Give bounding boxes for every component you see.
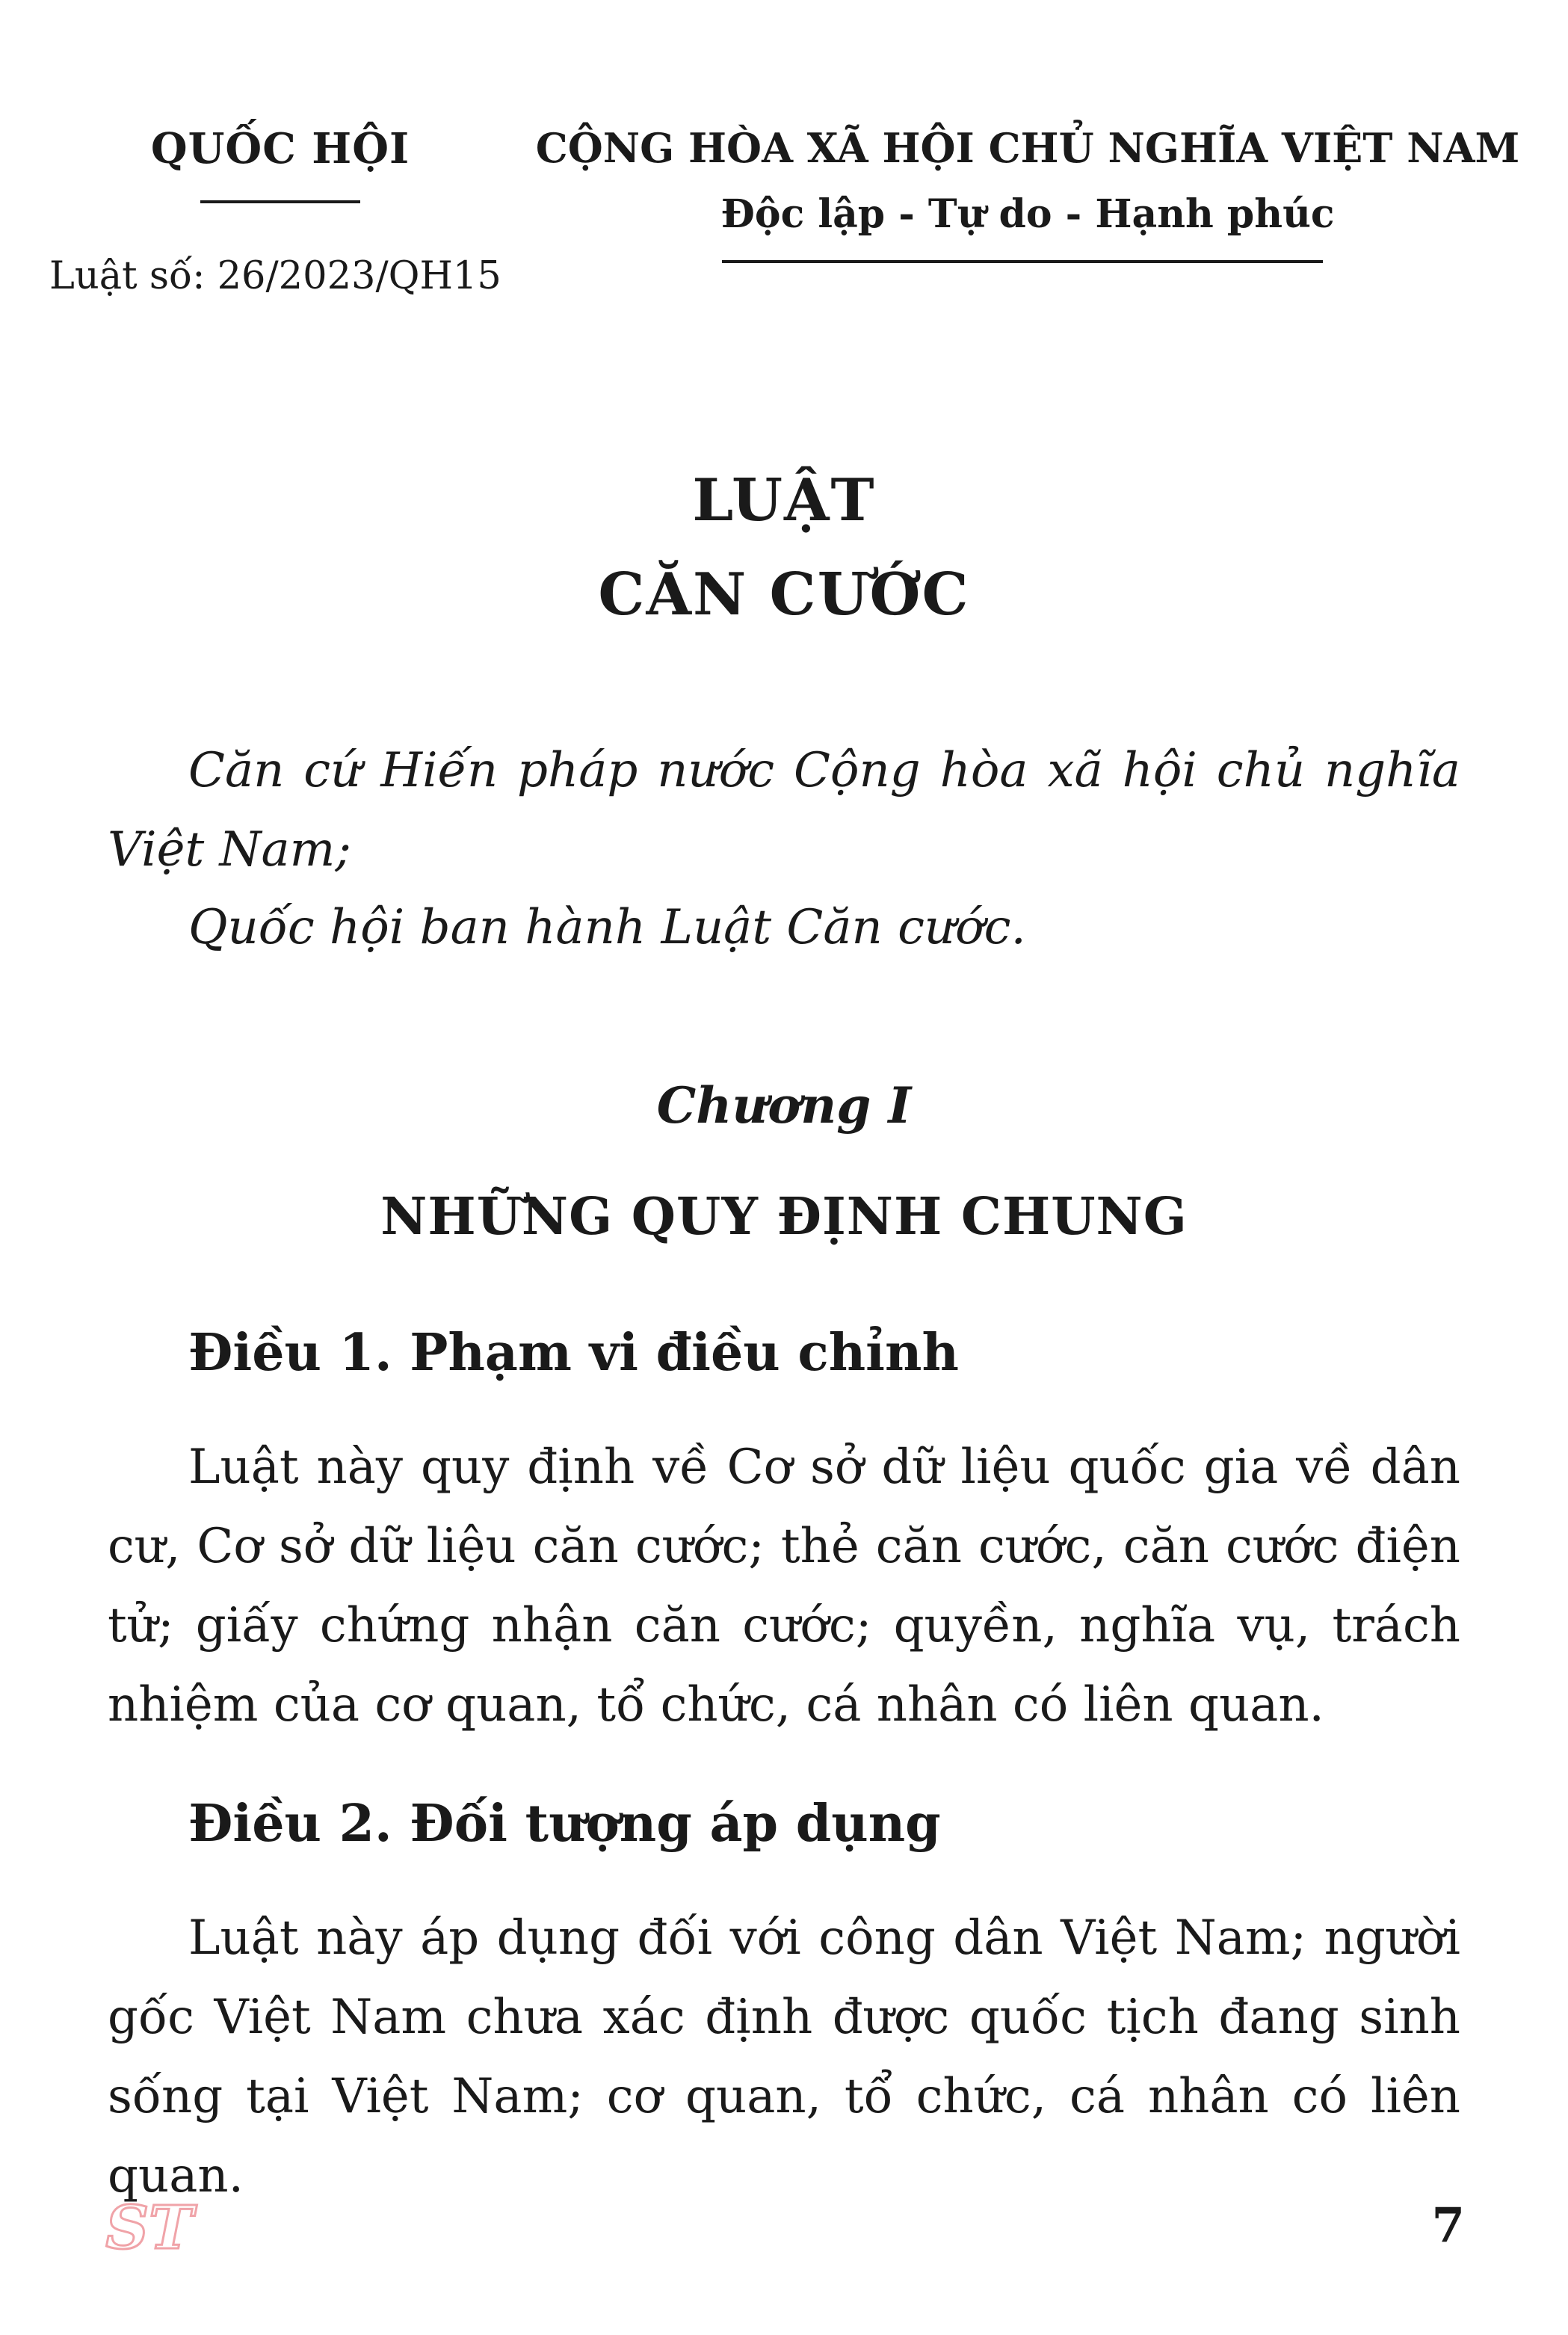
chapter-title: NHỮNG QUY ĐỊNH CHUNG [380,1187,1188,1247]
country-name: CỘNG HÒA XÃ HỘI CHỦ NGHĨA VIỆT NAM [535,124,1520,172]
chapter-label: Chương I [656,1076,912,1135]
publisher-watermark-logo [105,2190,194,2265]
article-2-heading: Điều 2. Đối tượng áp dụng [188,1794,941,1854]
national-motto: Độc lập - Tự do - Hạnh phúc [720,191,1335,237]
organization-underline [200,200,360,203]
law-title: CĂN CƯỚC [598,561,970,629]
article-1-heading: Điều 1. Phạm vi điều chỉnh [188,1323,959,1383]
article-1-body: Luật này quy định về Cơ sở dữ liệu quốc gia về dân cư, Cơ sở dữ liệu căn cước; thẻ căn cước, căn cước điện tử; giấy chứng nhận căn cước; quyền, nghĩa vụ, trách nhiệm của cơ quan, tổ chức, cá nhân có liên quan. [108,1440,1460,1733]
article-2-body: Luật này áp dụng đối với công dân Việt Nam; người gốc Việt Nam chưa xác định được quốc tịch đang sinh sống tại Việt Nam; cơ quan, tổ chức, cá nhân có liên quan. [108,1910,1460,2203]
preamble-enactment: Quốc hội ban hành Luật Căn cước. [188,900,1026,955]
document-type-title: LUẬT [692,466,876,534]
preamble-basis: Căn cứ Hiến pháp nước Cộng hòa xã hội chủ nghĩa Việt Nam; [108,743,1460,877]
page-number: 7 [1431,2197,1465,2254]
svg-text:ST: ST [105,2192,194,2262]
motto-underline [722,260,1323,263]
organization-name: QUỐC HỘI [150,124,410,173]
law-number: Luật số: 26/2023/QH15 [49,254,501,298]
